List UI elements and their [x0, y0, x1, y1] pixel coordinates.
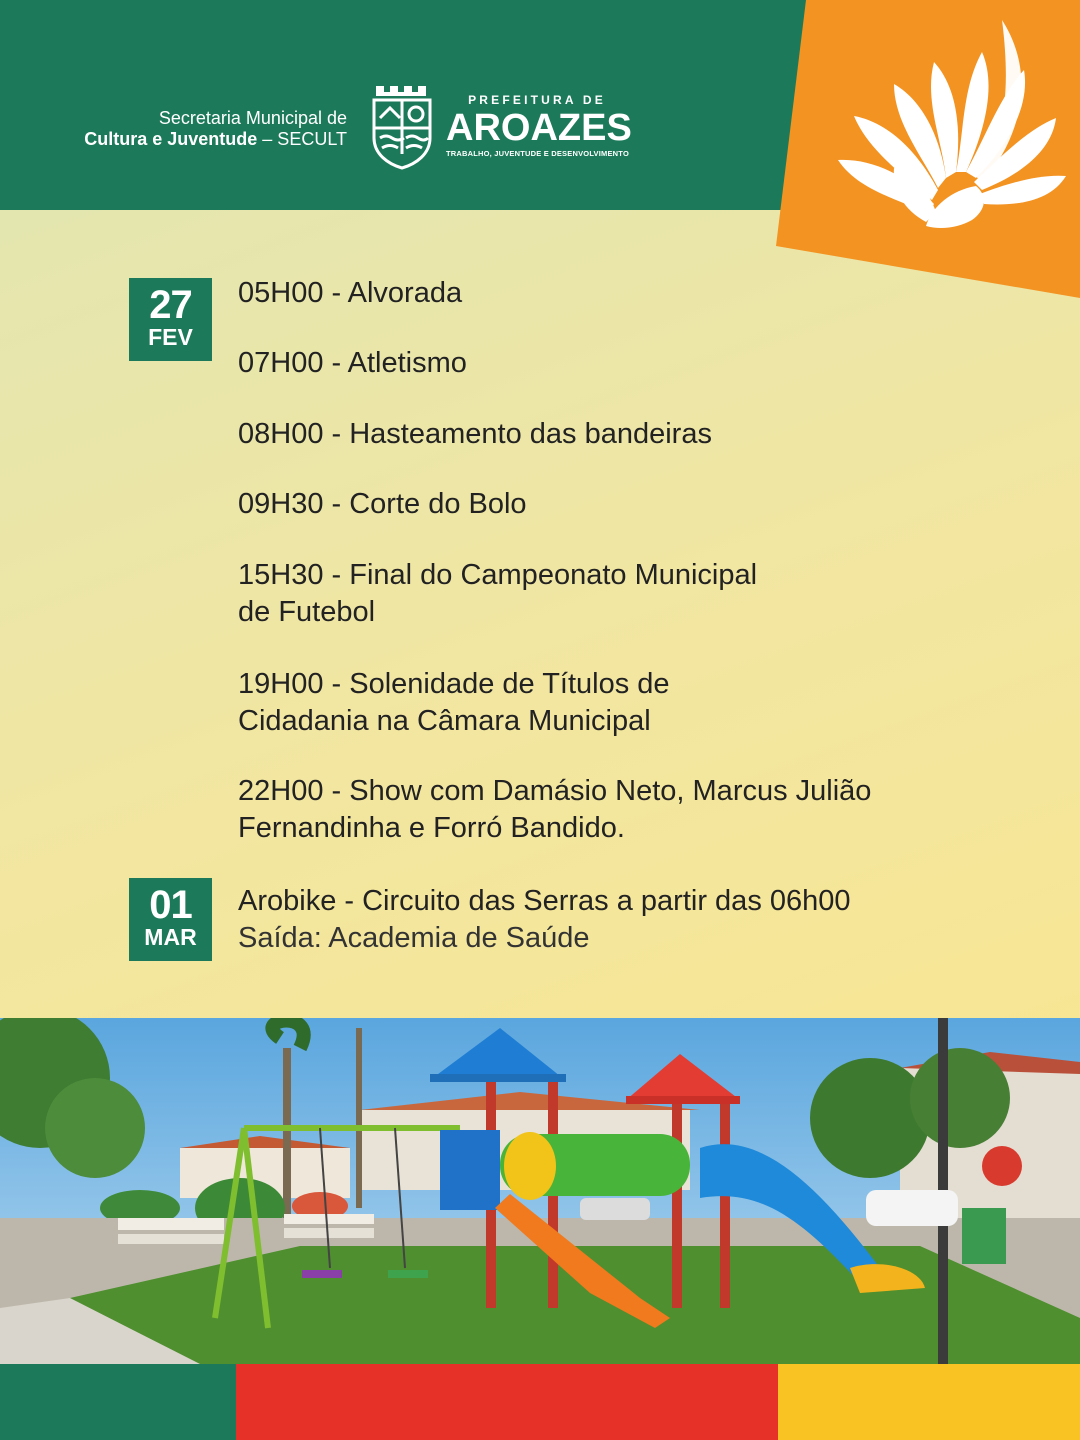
prefeitura-subtitle: TRABALHO, JUVENTUDE E DESENVOLVIMENTO: [446, 149, 629, 158]
schedule-item-text: Cidadania na Câmara Municipal: [238, 705, 651, 737]
schedule-item: [238, 883, 851, 957]
prefeitura-top-text: PREFEITURA DE: [468, 93, 606, 107]
schedule-item: [238, 557, 757, 631]
prefeitura-logo: [446, 93, 636, 158]
date-month: FEV: [148, 324, 193, 350]
schedule-item: [238, 275, 462, 312]
secretaria-line1: Secretaria Municipal de: [158, 108, 347, 128]
footer-bar-green: [0, 1364, 236, 1440]
secretaria-line2: Cultura e Juventude – SECULT: [84, 129, 347, 149]
schedule-item: [238, 666, 670, 740]
schedule-item-text: Fernandinha e Forró Bandido.: [238, 812, 625, 844]
schedule-item-text: de Futebol: [238, 596, 376, 628]
playground-photo: [0, 1018, 1080, 1364]
schedule-item-text: 19H00 - Solenidade de Títulos de: [238, 668, 670, 700]
schedule-item: [238, 486, 527, 523]
schedule-item: [238, 345, 467, 382]
schedule-item-text: 22H00 - Show com Damásio Neto, Marcus Julião: [238, 775, 872, 807]
footer-bar-red: [236, 1364, 778, 1440]
schedule-item-text: 07H00 - Atletismo: [238, 347, 467, 379]
schedule-item-text: 05H00 - Alvorada: [238, 277, 463, 309]
schedule-item: [238, 773, 871, 847]
schedule-item-text: 09H30 - Corte do Bolo: [238, 488, 527, 520]
crest-icon: [370, 84, 434, 170]
date-badge-27-fev: [129, 278, 212, 361]
schedule-item-text: 08H00 - Hasteamento das bandeiras: [238, 418, 712, 450]
feather-headdress-icon: [776, 0, 1080, 300]
schedule-item-text: Arobike - Circuito das Serras a partir das 06h00: [238, 885, 851, 917]
schedule-item: [238, 416, 712, 453]
footer-bar-yellow: [778, 1364, 1080, 1440]
date-month: MAR: [144, 924, 197, 950]
prefeitura-name: AROAZES: [446, 107, 632, 149]
date-day: 27: [149, 283, 192, 327]
schedule-item-text: 15H30 - Final do Campeonato Municipal: [238, 559, 758, 591]
date-day: 01: [149, 883, 192, 927]
date-badge-01-mar: [129, 878, 212, 961]
secretaria-label: [84, 108, 347, 150]
schedule-item-subtext: Saída: Academia de Saúde: [238, 922, 590, 954]
